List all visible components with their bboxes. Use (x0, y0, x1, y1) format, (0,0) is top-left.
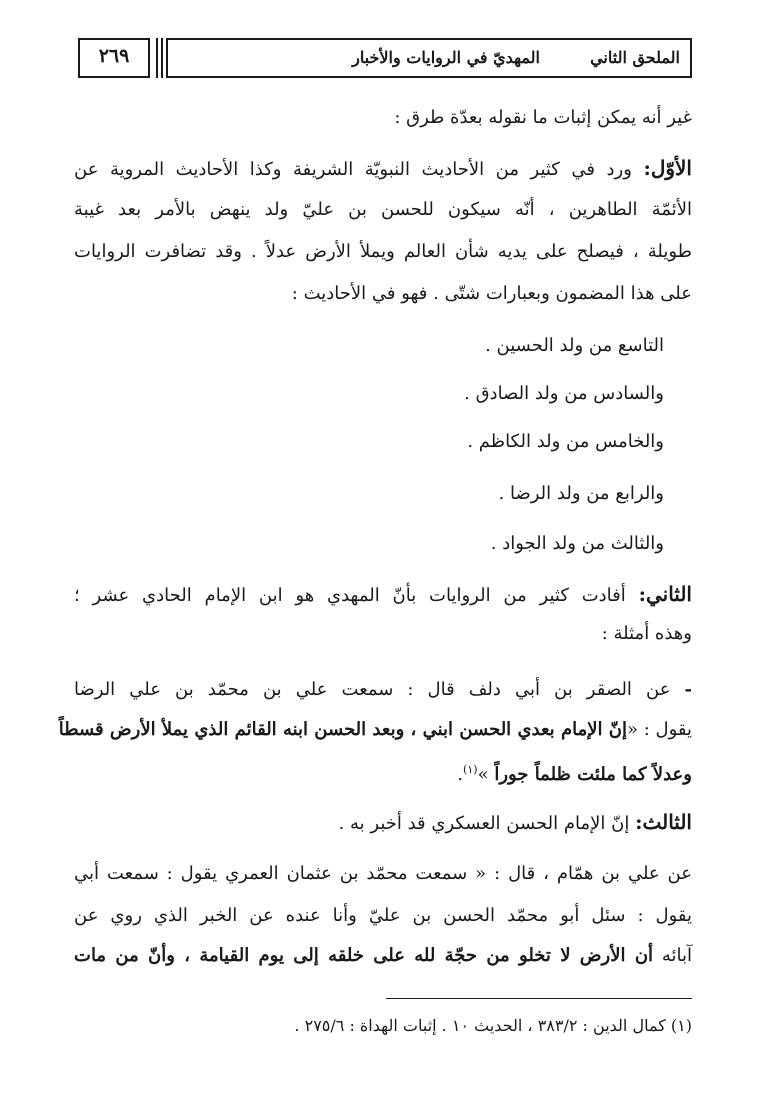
quoted-text: وعدلاً كما ملئت ظلماً جوراً (494, 764, 692, 785)
list-item: والسادس من ولد الصادق . (464, 383, 664, 404)
text-line: يقول : سئل أبو محمّد الحسن بن عليّ وأنا عنده عن الخبر الذي روي عن (74, 905, 692, 926)
bullet-dash: - (684, 679, 692, 700)
text-line: . (457, 764, 464, 785)
text-line: ورد في كثير من الأحاديث النبويّة الشريفة وكذا الأحاديث المروية عن (74, 159, 632, 180)
text-line: إنّ الإمام الحسن العسكري قد أخبر به . (338, 813, 630, 834)
paragraph-first-line (74, 154, 692, 184)
running-header (78, 38, 692, 82)
text-line: » (477, 764, 489, 785)
third-keyword: الثالث: (635, 810, 692, 834)
text-line: آبائه (661, 945, 692, 966)
page-number: ٢٦٩ (98, 45, 130, 67)
narration-line (74, 756, 692, 789)
first-keyword: الأوّل: (643, 156, 692, 180)
footnote-separator (386, 998, 692, 999)
list-item: والثالث من ولد الجواد . (490, 533, 664, 554)
header-title-box (166, 38, 692, 78)
text-line: الأئمّة الطاهرين ، أنّه سيكون للحسن بن عليّ ولد ينهض بالأمر بعد غيبة (74, 199, 692, 220)
header-divider (161, 38, 163, 78)
intro-line: غير أنه يمكن إثبات ما نقوله بعدّة طرق : (394, 107, 692, 128)
text-line: طويلة ، فيصلح على يديه شأن العالم ويملأ الأرض عدلاً . وقد تضافرت الروايات (74, 241, 692, 262)
appendix-title: الملحق الثاني (590, 48, 680, 67)
text-line: على هذا المضمون وبعبارات شتّى . فهو في الأحاديث : (291, 283, 692, 304)
text-line: عن علي بن همّام ، قال : « سمعت محمّد بن عثمان العمري يقول : سمعت أبي (74, 863, 692, 884)
quoted-text: إنّ الإمام بعدي الحسن ابني ، وبعد الحسن ابنه القائم الذي يملأ الأرض قسطاً (58, 719, 627, 740)
narration-line (58, 716, 692, 744)
footnote-ref[interactable]: (١) (463, 763, 478, 776)
second-keyword: الثاني: (638, 582, 692, 606)
list-item: التاسع من ولد الحسين . (485, 335, 664, 356)
text-line (74, 942, 692, 970)
text-line: أفادت كثير من الروايات بأنّ المهدي هو ابن الإمام الحادي عشر ؛ (74, 585, 626, 606)
narration-line (74, 676, 692, 704)
chapter-title: المهديّ في الروايات والأخبار (352, 48, 540, 67)
header-divider (156, 38, 158, 78)
footnote: (١) كمال الدين : ٣٨٣/٢ ، الحديث ١٠ . إثبات الهداة : ٢٧٥/٦ . (294, 1016, 692, 1035)
list-item: والرابع من ولد الرضا . (498, 483, 664, 504)
paragraph-third-line (74, 808, 692, 838)
list-item: والخامس من ولد الكاظم . (467, 431, 664, 452)
text-line: يقول : « (626, 719, 692, 740)
paragraph-second-line (74, 580, 692, 610)
text-line: وهذه أمثلة : (601, 623, 692, 644)
text-line: عن الصقر بن أبي دلف قال : سمعت علي بن محمّد بن علي الرضا (74, 679, 671, 700)
quoted-text: أن الأرض لا تخلو من حجّة لله على خلقه إلى يوم القيامة ، وأنّ من مات (74, 945, 654, 966)
